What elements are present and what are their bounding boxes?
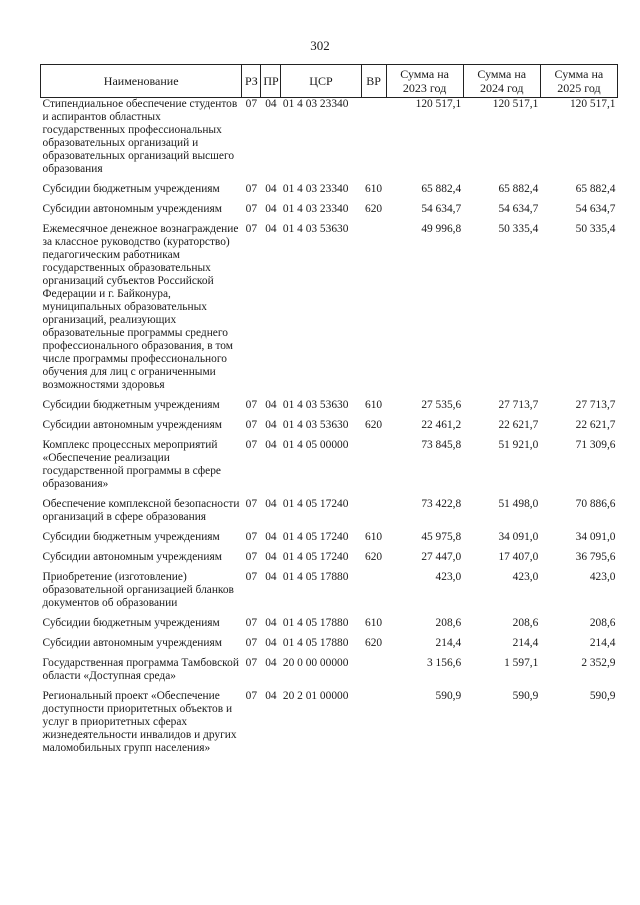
row-pr: 04 bbox=[265, 399, 277, 411]
row-vr bbox=[361, 571, 386, 610]
row-spacer bbox=[41, 524, 618, 531]
header-sum-2025: Сумма на 2025 год bbox=[540, 65, 617, 98]
table-row bbox=[41, 399, 618, 412]
row-pr: 04 bbox=[265, 439, 277, 451]
row-rz: 07 bbox=[245, 551, 258, 563]
row-spacer bbox=[41, 412, 618, 419]
row-csr: 01 4 03 23340 bbox=[282, 183, 349, 195]
row-name: Государственная программа Тамбовской области «Доступная среда» bbox=[42, 657, 239, 682]
table-row bbox=[41, 657, 618, 683]
row-csr: 01 4 03 53630 bbox=[282, 419, 349, 431]
row-sum-2024: 22 621,7 bbox=[498, 419, 539, 431]
row-sum-2025: 54 634,7 bbox=[575, 203, 616, 215]
table-header bbox=[41, 65, 618, 98]
row-sum-2024: 208,6 bbox=[512, 617, 539, 629]
row-spacer-cell bbox=[41, 196, 618, 203]
row-spacer bbox=[41, 650, 618, 657]
row-pr: 04 bbox=[265, 571, 277, 583]
header-csr: ЦСР bbox=[281, 65, 361, 98]
row-spacer-cell bbox=[41, 683, 618, 690]
row-sum-2023: 73 422,8 bbox=[421, 498, 462, 510]
row-vr bbox=[361, 98, 386, 177]
row-pr: 04 bbox=[265, 203, 277, 215]
row-csr: 01 4 05 17240 bbox=[282, 531, 349, 543]
table-row bbox=[41, 637, 618, 650]
row-sum-2024: 17 407,0 bbox=[498, 551, 539, 563]
row-sum-2024: 214,4 bbox=[512, 637, 539, 649]
row-spacer bbox=[41, 544, 618, 551]
row-pr: 04 bbox=[265, 183, 277, 195]
row-sum-2024: 27 713,7 bbox=[498, 399, 539, 411]
row-sum-2025: 34 091,0 bbox=[575, 531, 616, 543]
row-spacer bbox=[41, 610, 618, 617]
row-spacer bbox=[41, 630, 618, 637]
row-name: Стипендиальное обеспечение студентов и аспирантов областных государственных профессиональных образовательных организаций и образовательных организаций высшего образования bbox=[42, 98, 238, 175]
row-sum-2024: 120 517,1 bbox=[492, 98, 539, 110]
header-rz: РЗ bbox=[242, 65, 261, 98]
row-pr: 04 bbox=[265, 617, 277, 629]
row-pr: 04 bbox=[265, 531, 277, 543]
row-name: Региональный проект «Обеспечение доступности приоритетных объектов и услуг в приоритетных сферах жизнедеятельности инвалидов и других маломобильных групп населения» bbox=[42, 690, 237, 754]
row-sum-2025: 120 517,1 bbox=[569, 98, 616, 110]
row-spacer-cell bbox=[41, 176, 618, 183]
row-spacer-cell bbox=[41, 650, 618, 657]
row-vr bbox=[361, 223, 386, 392]
row-csr: 01 4 05 17880 bbox=[282, 637, 349, 649]
row-sum-2023: 73 845,8 bbox=[421, 439, 462, 451]
row-vr: 620 bbox=[365, 419, 383, 431]
row-name: Субсидии бюджетным учреждениям bbox=[42, 531, 220, 543]
row-sum-2023: 27 535,6 bbox=[421, 399, 462, 411]
row-vr bbox=[361, 690, 386, 755]
header-sum-2024: Сумма на 2024 год bbox=[463, 65, 540, 98]
table-row bbox=[41, 551, 618, 564]
table-row bbox=[41, 531, 618, 544]
row-sum-2025: 27 713,7 bbox=[575, 399, 616, 411]
row-sum-2023: 120 517,1 bbox=[415, 98, 462, 110]
row-vr: 620 bbox=[365, 551, 383, 563]
row-sum-2024: 54 634,7 bbox=[498, 203, 539, 215]
row-spacer-cell bbox=[41, 491, 618, 498]
row-rz: 07 bbox=[245, 617, 258, 629]
row-vr: 610 bbox=[365, 399, 383, 411]
row-sum-2024: 423,0 bbox=[512, 571, 539, 583]
row-rz: 07 bbox=[245, 637, 258, 649]
row-vr bbox=[361, 657, 386, 683]
row-csr: 01 4 05 17880 bbox=[282, 571, 349, 583]
row-sum-2023: 49 996,8 bbox=[421, 223, 462, 235]
row-sum-2023: 45 975,8 bbox=[421, 531, 462, 543]
row-pr: 04 bbox=[265, 690, 277, 702]
row-vr: 610 bbox=[365, 531, 383, 543]
table-row bbox=[41, 98, 618, 177]
row-name: Комплекс процессных мероприятий «Обеспечение реализации государственной программы в сфере образования» bbox=[42, 439, 221, 490]
row-vr: 610 bbox=[365, 617, 383, 629]
row-sum-2024: 65 882,4 bbox=[498, 183, 539, 195]
row-csr: 20 0 00 00000 bbox=[282, 657, 349, 669]
table-row bbox=[41, 690, 618, 755]
row-spacer-cell bbox=[41, 216, 618, 223]
header-pr: ПР bbox=[261, 65, 281, 98]
row-name: Субсидии автономным учреждениям bbox=[42, 419, 222, 431]
row-spacer-cell bbox=[41, 412, 618, 419]
row-rz: 07 bbox=[245, 531, 258, 543]
row-rz: 07 bbox=[245, 98, 258, 110]
row-sum-2023: 214,4 bbox=[435, 637, 462, 649]
row-name: Обеспечение комплексной безопасности организаций в сфере образования bbox=[42, 498, 240, 523]
row-rz: 07 bbox=[245, 571, 258, 583]
row-spacer-cell bbox=[41, 630, 618, 637]
row-pr: 04 bbox=[265, 551, 277, 563]
row-spacer bbox=[41, 683, 618, 690]
row-sum-2024: 51 921,0 bbox=[498, 439, 539, 451]
row-sum-2025: 36 795,6 bbox=[575, 551, 616, 563]
row-csr: 01 4 05 17880 bbox=[282, 617, 349, 629]
row-sum-2023: 22 461,2 bbox=[421, 419, 462, 431]
row-rz: 07 bbox=[245, 439, 258, 451]
table-row bbox=[41, 617, 618, 630]
row-spacer bbox=[41, 491, 618, 498]
row-name: Ежемесячное денежное вознаграждение за классное руководство (кураторство) педагогическим работникам государственных образовательных организаций субъектов Российской Федерации и г. Байконура, муниципальных образовательных организаций, реализующих образовательные программы среднего профессионального образования, в том числе программы профессионального обучения для лиц с ограниченными возможностями здоровья bbox=[42, 223, 239, 391]
row-rz: 07 bbox=[245, 223, 258, 235]
row-spacer-cell bbox=[41, 432, 618, 439]
row-sum-2025: 214,4 bbox=[589, 637, 616, 649]
row-spacer bbox=[41, 392, 618, 399]
table-row bbox=[41, 223, 618, 392]
row-sum-2023: 27 447,0 bbox=[421, 551, 462, 563]
row-spacer-cell bbox=[41, 524, 618, 531]
row-rz: 07 bbox=[245, 419, 258, 431]
row-sum-2023: 208,6 bbox=[435, 617, 462, 629]
row-vr bbox=[361, 439, 386, 491]
row-name: Субсидии автономным учреждениям bbox=[42, 637, 222, 649]
row-pr: 04 bbox=[265, 657, 277, 669]
row-sum-2024: 34 091,0 bbox=[498, 531, 539, 543]
row-spacer bbox=[41, 176, 618, 183]
row-name: Приобретение (изготовление) образовательной организацией бланков документов об образовании bbox=[42, 571, 234, 609]
row-pr: 04 bbox=[265, 98, 277, 110]
row-spacer bbox=[41, 564, 618, 571]
row-csr: 01 4 05 17240 bbox=[282, 498, 349, 510]
row-pr: 04 bbox=[265, 223, 277, 235]
table-row bbox=[41, 571, 618, 610]
row-sum-2023: 65 882,4 bbox=[421, 183, 462, 195]
row-csr: 01 4 03 23340 bbox=[282, 98, 349, 110]
row-sum-2023: 3 156,6 bbox=[427, 657, 462, 669]
row-name: Субсидии автономным учреждениям bbox=[42, 203, 222, 215]
row-sum-2024: 590,9 bbox=[512, 690, 539, 702]
table-row bbox=[41, 183, 618, 196]
row-sum-2025: 423,0 bbox=[589, 571, 616, 583]
row-rz: 07 bbox=[245, 498, 258, 510]
header-name: Наименование bbox=[41, 65, 242, 98]
row-spacer bbox=[41, 196, 618, 203]
budget-table bbox=[40, 64, 618, 755]
row-csr: 01 4 03 53630 bbox=[282, 399, 349, 411]
row-sum-2025: 65 882,4 bbox=[575, 183, 616, 195]
row-spacer-cell bbox=[41, 564, 618, 571]
row-csr: 01 4 05 00000 bbox=[282, 439, 349, 451]
table-row bbox=[41, 419, 618, 432]
row-sum-2025: 2 352,9 bbox=[581, 657, 616, 669]
row-vr: 610 bbox=[365, 183, 383, 195]
table-body bbox=[41, 98, 618, 756]
row-spacer bbox=[41, 432, 618, 439]
table-row bbox=[41, 203, 618, 216]
row-rz: 07 bbox=[245, 657, 258, 669]
row-csr: 01 4 05 17240 bbox=[282, 551, 349, 563]
row-vr bbox=[361, 498, 386, 524]
row-vr: 620 bbox=[365, 203, 383, 215]
row-rz: 07 bbox=[245, 203, 258, 215]
table-row bbox=[41, 439, 618, 491]
row-csr: 01 4 03 53630 bbox=[282, 223, 349, 235]
row-sum-2023: 423,0 bbox=[435, 571, 462, 583]
row-sum-2025: 70 886,6 bbox=[575, 498, 616, 510]
header-sum-2023: Сумма на 2023 год bbox=[386, 65, 463, 98]
row-sum-2023: 590,9 bbox=[435, 690, 462, 702]
row-sum-2024: 50 335,4 bbox=[498, 223, 539, 235]
row-sum-2024: 1 597,1 bbox=[504, 657, 539, 669]
row-pr: 04 bbox=[265, 637, 277, 649]
row-spacer-cell bbox=[41, 610, 618, 617]
row-sum-2025: 71 309,6 bbox=[575, 439, 616, 451]
row-rz: 07 bbox=[245, 183, 258, 195]
row-spacer-cell bbox=[41, 544, 618, 551]
row-sum-2023: 54 634,7 bbox=[421, 203, 462, 215]
row-name: Субсидии бюджетным учреждениям bbox=[42, 399, 220, 411]
row-sum-2024: 51 498,0 bbox=[498, 498, 539, 510]
row-name: Субсидии автономным учреждениям bbox=[42, 551, 222, 563]
row-sum-2025: 50 335,4 bbox=[575, 223, 616, 235]
row-csr: 20 2 01 00000 bbox=[282, 690, 349, 702]
row-sum-2025: 208,6 bbox=[589, 617, 616, 629]
table-row bbox=[41, 498, 618, 524]
row-name: Субсидии бюджетным учреждениям bbox=[42, 617, 220, 629]
row-name: Субсидии бюджетным учреждениям bbox=[42, 183, 220, 195]
row-pr: 04 bbox=[265, 498, 277, 510]
row-pr: 04 bbox=[265, 419, 277, 431]
row-sum-2025: 590,9 bbox=[589, 690, 616, 702]
header-vr: ВР bbox=[361, 65, 386, 98]
row-rz: 07 bbox=[245, 399, 258, 411]
row-spacer-cell bbox=[41, 392, 618, 399]
row-spacer bbox=[41, 216, 618, 223]
page-number: 302 bbox=[310, 38, 330, 53]
row-csr: 01 4 03 23340 bbox=[282, 203, 349, 215]
row-vr: 620 bbox=[365, 637, 383, 649]
row-rz: 07 bbox=[245, 690, 258, 702]
row-sum-2025: 22 621,7 bbox=[575, 419, 616, 431]
